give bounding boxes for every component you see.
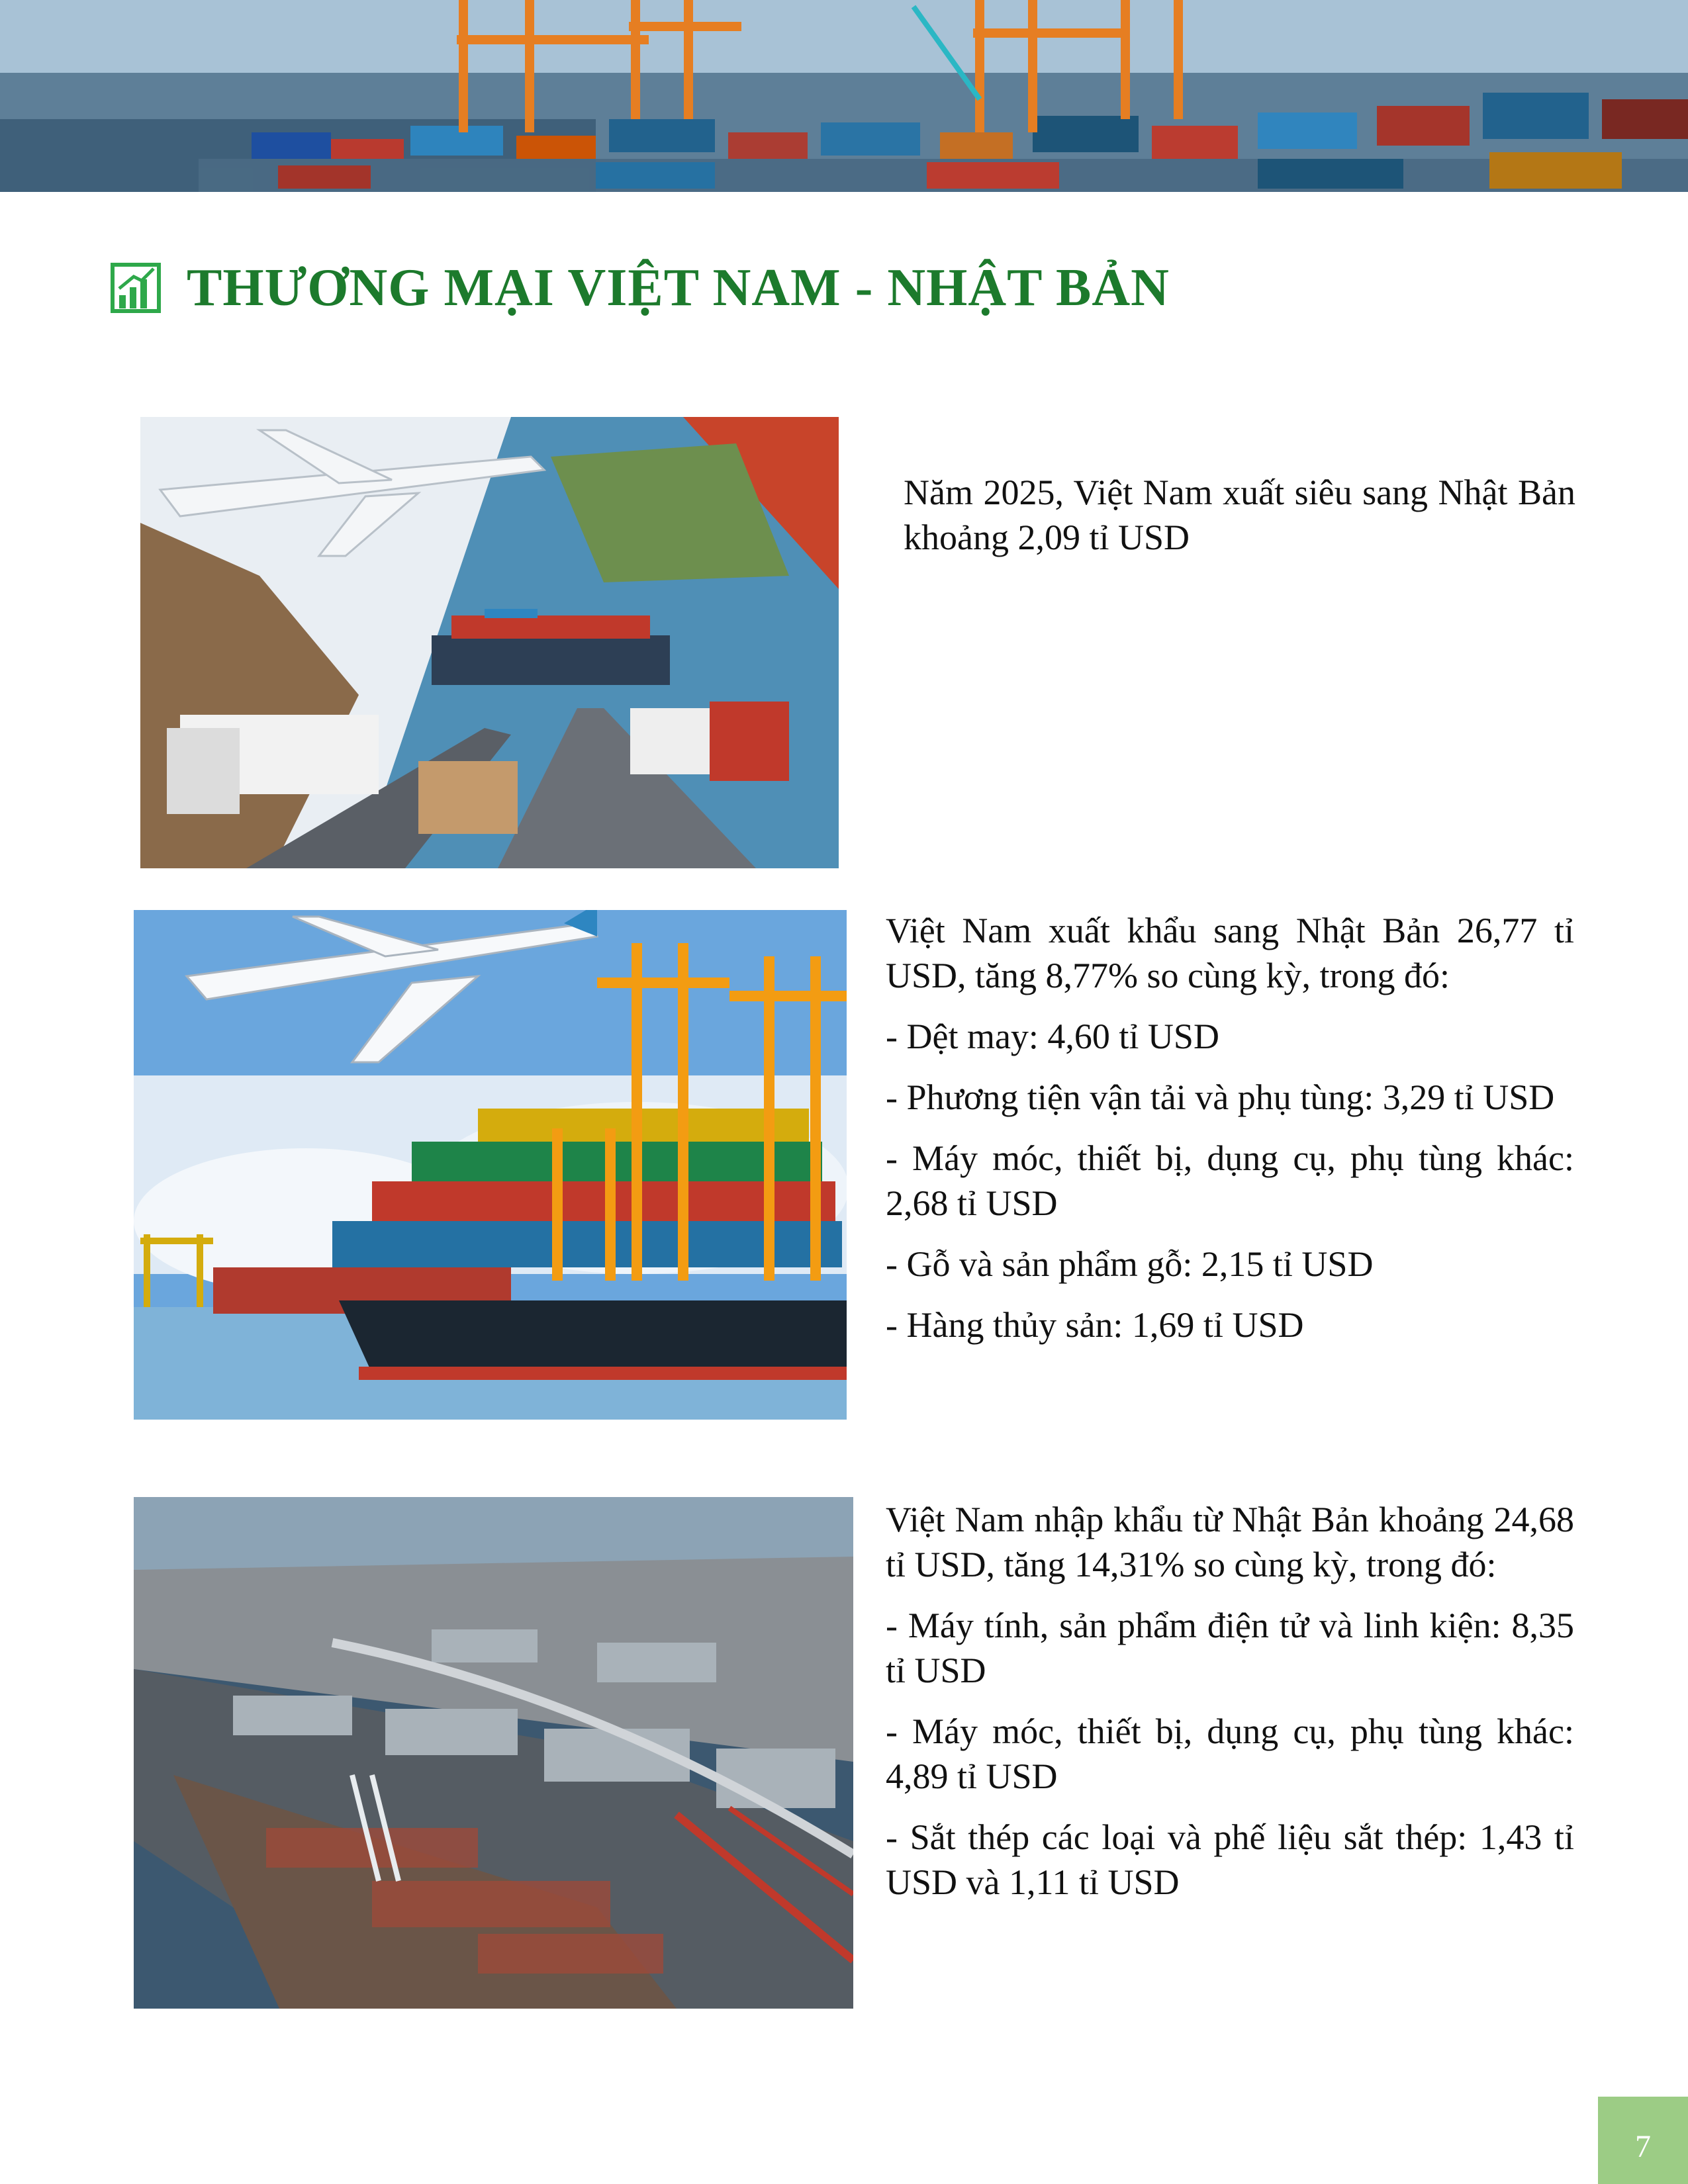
list-item: - Phương tiện vận tải và phụ tùng: 3,29 tỉ USD [886, 1077, 1555, 1117]
aerial-port-photo [134, 1497, 853, 2009]
paragraph: Việt Nam xuất khẩu sang Nhật Bản 26,77 tỉ USD, tăng 8,77% so cùng kỳ, trong đó: [886, 911, 1574, 995]
list-item: - Máy móc, thiết bị, dụng cụ, phụ tùng khác: 2,68 tỉ USD [886, 1138, 1574, 1223]
import-block [886, 1497, 1574, 1921]
list-item: - Máy tính, sản phẩm điện tử và linh kiện: 8,35 tỉ USD [886, 1606, 1574, 1690]
list-item: - Gỗ và sản phẩm gỗ: 2,15 tỉ USD [886, 1244, 1374, 1284]
section-title-row [110, 251, 1170, 324]
list-item: - Dệt may: 4,60 tỉ USD [886, 1017, 1219, 1056]
logistics-collage-photo [140, 417, 839, 868]
paragraph: Năm 2025, Việt Nam xuất siêu sang Nhật Bản khoảng 2,09 tỉ USD [904, 473, 1575, 557]
list-item: - Máy móc, thiết bị, dụng cụ, phụ tùng khác: 4,89 tỉ USD [886, 1711, 1574, 1796]
cargo-ship-port-photo [134, 910, 847, 1420]
header-banner-port-photo [0, 0, 1688, 192]
port-banner-illustration [0, 0, 1688, 192]
export-block [886, 908, 1574, 1363]
page-title: THƯƠNG MẠI VIỆT NAM - NHẬT BẢN [187, 258, 1170, 317]
trade-surplus-block [904, 470, 1575, 576]
list-item: - Sắt thép các loại và phế liệu sắt thép: 1,43 tỉ USD và 1,11 tỉ USD [886, 1817, 1574, 1902]
paragraph: Việt Nam nhập khẩu từ Nhật Bản khoảng 24,68 tỉ USD, tăng 14,31% so cùng kỳ, trong đó: [886, 1500, 1574, 1584]
list-item: - Hàng thủy sản: 1,69 tỉ USD [886, 1305, 1304, 1345]
bar-chart-icon [110, 261, 162, 315]
page-number-tab [1598, 2097, 1688, 2184]
page-number: 7 [1635, 2129, 1651, 2164]
